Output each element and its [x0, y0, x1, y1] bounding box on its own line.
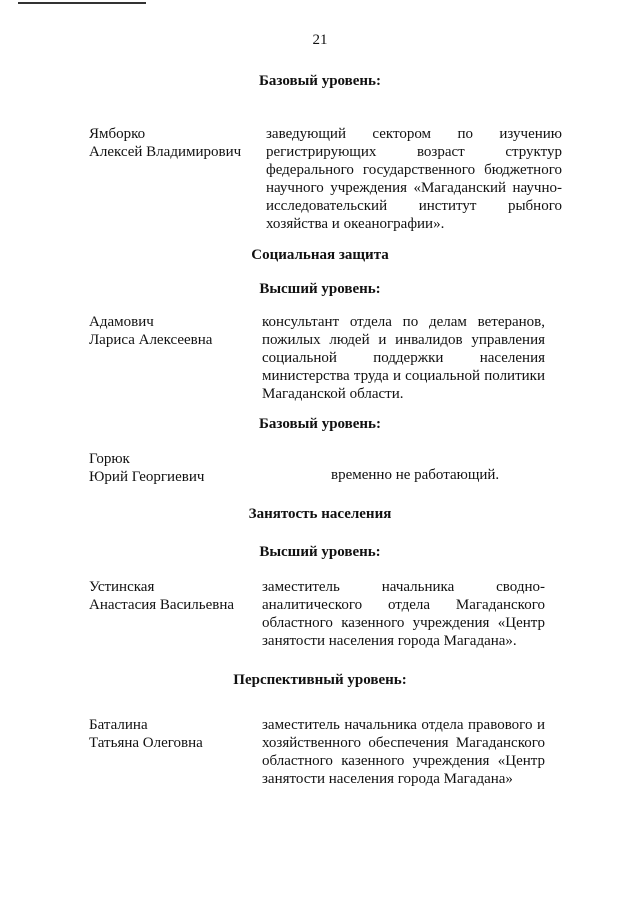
heading-employment-perspective-level: Перспективный уровень:	[233, 672, 407, 688]
person-4-description	[262, 578, 545, 650]
heading-base-level-1: Базовый уровень:	[259, 73, 381, 89]
top-rule	[18, 2, 146, 4]
person-2-given: Лариса Алексеевна	[89, 332, 213, 348]
person-1-given: Алексей Владимирович	[89, 144, 242, 160]
person-5-surname: Баталина	[89, 717, 148, 733]
person-5-line: занятости населения города Магадана»	[262, 771, 513, 787]
person-4-line: заместитель начальника сводно-	[262, 579, 545, 595]
person-3-description	[331, 466, 531, 484]
page-number: 21	[312, 32, 328, 48]
person-1-surname: Ямборко	[89, 126, 146, 142]
person-5-line: областного казенного учреждения «Центр	[262, 753, 545, 769]
person-2-line: социальной поддержки населения	[262, 350, 545, 366]
person-1-line: научного учреждения «Магаданский научно-	[266, 180, 562, 196]
person-4-line: областного казенного учреждения «Центр	[262, 615, 545, 631]
person-5-line: заместитель начальника отдела правового и	[262, 717, 545, 733]
heading-social-high-level: Высший уровень:	[259, 281, 381, 297]
person-1-line: заведующий сектором по изучению	[266, 126, 562, 142]
person-5-description	[262, 716, 545, 788]
person-2-description	[262, 313, 545, 403]
person-1-line: хозяйства и океанографии».	[266, 216, 445, 232]
person-4-line: аналитического отдела Магаданского	[262, 597, 545, 613]
person-4-given: Анастасия Васильевна	[89, 597, 235, 613]
heading-employment-high-level: Высший уровень:	[259, 544, 381, 560]
person-3-surname: Горюк	[89, 451, 130, 467]
person-1-line: регистрирующих возраст структур	[266, 144, 562, 160]
person-2-surname: Адамович	[89, 314, 154, 330]
person-1-line: федерального государственного бюджетного	[266, 162, 562, 178]
person-1-line: исследовательский институт рыбного	[266, 198, 562, 214]
person-2-line: пожилых людей и инвалидов управления	[262, 332, 545, 348]
heading-employment: Занятость населения	[248, 506, 392, 522]
heading-social-protection: Социальная защита	[251, 247, 389, 263]
person-1-description	[266, 125, 562, 233]
person-5-given: Татьяна Олеговна	[89, 735, 203, 751]
person-2-line: Магаданской области.	[262, 386, 404, 402]
person-4-line: занятости населения города Магадана».	[262, 633, 517, 649]
heading-social-base-level: Базовый уровень:	[259, 416, 381, 432]
person-2-line: консультант отдела по делам ветеранов,	[262, 314, 545, 330]
person-3-line: временно не работающий.	[331, 467, 500, 483]
person-5-line: хозяйственного обеспечения Магаданского	[262, 735, 545, 751]
person-4-surname: Устинская	[89, 579, 155, 595]
person-2-line: министерства труда и социальной политики	[262, 368, 545, 384]
person-3-given: Юрий Георгиевич	[89, 469, 205, 485]
